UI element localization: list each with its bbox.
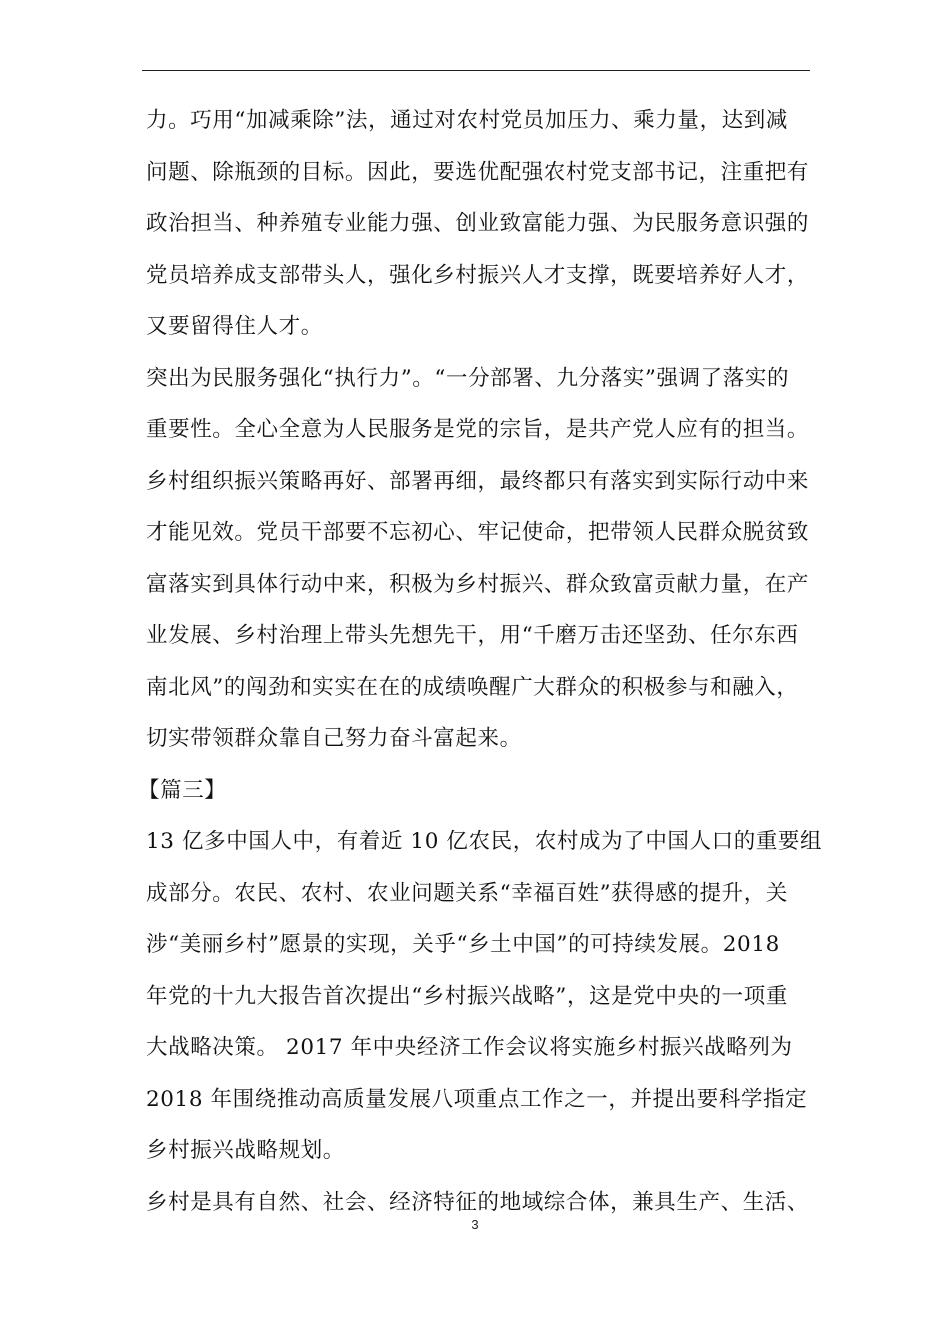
section-heading: 【篇三】 <box>138 777 227 803</box>
text-line: 大战略决策。 2017 年中央经济工作会议将实施乡村振兴战略列为 <box>146 1035 793 1060</box>
text-line: 问题、除瓶颈的目标。因此，要选优配强农村党支部书记，注重把有 <box>146 159 810 185</box>
text-line: 乡村振兴战略规划。 <box>146 1138 345 1163</box>
text-line: 13 亿多中国人中，有着近 10 亿农民，农村成为了中国人口的重要组 <box>146 829 823 854</box>
text-line: 富落实到具体行动中来，积极为乡村振兴、群众致富贡献力量，在产 <box>146 571 810 597</box>
text-line: 重要性。全心全意为人民服务是党的宗旨，是共产党人应有的担当。 <box>146 417 810 442</box>
text-line: 政治担当、种养殖专业能力强、创业致富能力强、为民服务意识强的 <box>146 211 810 236</box>
text-line: 2018 年围绕推动高质量发展八项重点工作之一，并提出要科学指定 <box>146 1086 808 1112</box>
text-line: 年党的十九大报告首次提出“乡村振兴战略”，这是党中央的一项重 <box>146 983 788 1009</box>
page-number: 3 <box>471 1217 479 1232</box>
text-line: 又要留得住人才。 <box>146 314 323 339</box>
text-line: 乡村组织振兴策略再好、部署再细，最终都只有落实到实际行动中来 <box>146 468 810 494</box>
text-line: 力。巧用“加减乘除”法，通过对农村党员加压力、乘力量，达到减 <box>146 108 788 133</box>
text-line: 乡村是具有自然、社会、经济特征的地域综合体，兼具生产、生活、 <box>146 1189 810 1215</box>
text-line: 党员培养成支部带头人，强化乡村振兴人才支撑，既要培养好人才， <box>146 262 810 288</box>
text-line: 南北风”的闯劲和实实在在的成绩唤醒广大群众的积极参与和融入， <box>146 674 799 700</box>
text-line: 涉“美丽乡村”愿景的实现，关乎“乡土中国”的可持续发展。2018 <box>146 932 780 957</box>
document-body <box>138 100 823 1233</box>
text-line: 业发展、乡村治理上带头先想先干，用“千磨万击还坚劲、任尔东西 <box>146 623 799 648</box>
text-line: 成部分。农民、农村、农业问题关系“幸福百姓”获得感的提升，关 <box>146 880 788 906</box>
text-line: 才能见效。党员干部要不忘初心、牢记使命，把带领人民群众脱贫致 <box>146 520 810 545</box>
text-line: 突出为民服务强化“执行力”。“一分部署、九分落实”强调了落实的 <box>146 365 790 391</box>
header-rule <box>142 70 810 71</box>
text-line: 切实带领群众靠自己努力奋斗富起来。 <box>146 726 522 751</box>
